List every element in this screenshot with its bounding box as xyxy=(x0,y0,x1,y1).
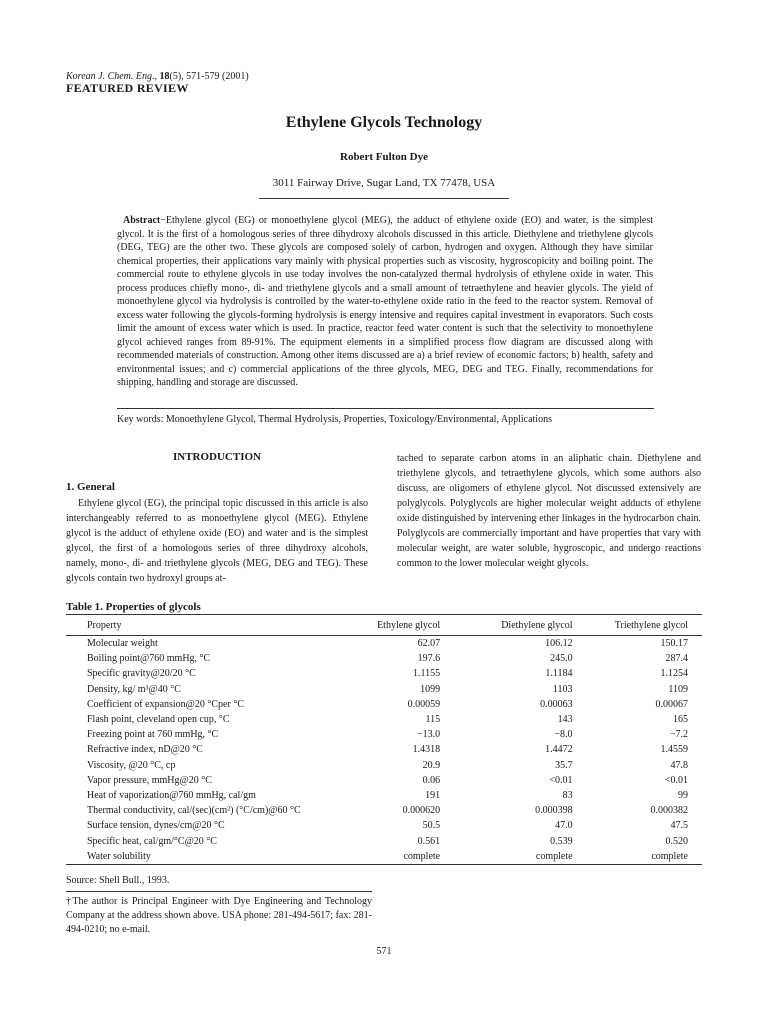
author-footnote: †The author is Principal Engineer with Dye Engineering and Technology Company at the address shown above. USA phone: 281-494-5617; fax: 281-494-0210; no e-mail. xyxy=(66,896,372,935)
table-row xyxy=(66,636,702,652)
cell-ethylene-glycol: 1.1155 xyxy=(412,668,441,680)
intro-paragraph-left: Ethylene glycol (EG), the principal topic discussed in this article is also interchangeably referred to as monoethylene glycol (MEG). Ethylene glycol is the adduct of ethylene oxide (EO) and water and is the simplest glycol, the first of a homologous series of three dihydroxy alcohols, namely, mono-, di- and triethylene glycols (MEG, DEG and TEG). These glycols contain two hydroxyl groups at- xyxy=(66,498,368,584)
journal-volume: 18 xyxy=(159,71,170,82)
cell-triethylene-glycol: 1109 xyxy=(668,683,688,695)
cell-ethylene-glycol: 20.9 xyxy=(422,759,441,771)
table-row xyxy=(66,651,702,666)
abstract-label: Abstract xyxy=(123,215,161,226)
cell-diethylene-glycol: 106.12 xyxy=(545,638,573,650)
cell-triethylene-glycol: 1.1254 xyxy=(660,668,688,680)
cell-property: Density, kg/ m³@40 °C xyxy=(87,683,181,695)
cell-property: Freezing point at 760 mmHg, °C xyxy=(87,729,219,741)
cell-diethylene-glycol: 0.000398 xyxy=(535,805,573,817)
table-row xyxy=(66,818,702,833)
column-header-triethylene-glycol: Triethylene glycol xyxy=(573,615,702,636)
cell-property: Surface tension, dynes/cm@20 °C xyxy=(87,820,225,832)
table-source: Source: Shell Bull., 1993. xyxy=(66,875,170,886)
cell-triethylene-glycol: 47.5 xyxy=(670,820,688,832)
table-header-row xyxy=(66,615,702,636)
cell-property: Boiling point@760 mmHg, °C xyxy=(87,653,211,665)
cell-triethylene-glycol: 287.4 xyxy=(665,653,688,665)
cell-diethylene-glycol: complete xyxy=(440,849,572,865)
cell-diethylene-glycol: −8.0 xyxy=(554,729,573,741)
cell-ethylene-glycol: 197.6 xyxy=(417,653,441,665)
cell-triethylene-glycol: 0.520 xyxy=(665,835,688,847)
cell-diethylene-glycol: 1.1184 xyxy=(545,668,573,680)
keywords: Key words: Monoethylene Glycol, Thermal Hydrolysis, Properties, Toxicology/Environmental, Applications xyxy=(117,414,552,425)
table-row xyxy=(66,712,702,727)
table-row xyxy=(66,833,702,848)
introduction-heading: INTRODUCTION xyxy=(172,451,261,463)
cell-triethylene-glycol: 0.00067 xyxy=(655,698,688,710)
cell-ethylene-glycol: 191 xyxy=(425,789,441,801)
cell-property: Viscosity, @20 °C, cp xyxy=(87,759,176,771)
cell-ethylene-glycol: 0.06 xyxy=(422,774,441,786)
section-label: FEATURED REVIEW xyxy=(66,81,189,95)
cell-triethylene-glycol: 47.8 xyxy=(670,759,688,771)
cell-diethylene-glycol: 0.539 xyxy=(550,835,573,847)
table-row xyxy=(66,666,702,681)
journal-name: Korean J. Chem. Eng. xyxy=(66,71,155,82)
cell-ethylene-glycol: 115 xyxy=(425,714,441,726)
journal-issue-pages: (5), 571-579 (2001) xyxy=(169,71,249,82)
cell-triethylene-glycol: −7.2 xyxy=(669,729,688,741)
cell-triethylene-glycol: 1.4559 xyxy=(660,744,688,756)
cell-triethylene-glycol: 150.17 xyxy=(660,638,688,650)
author-address: 3011 Fairway Drive, Sugar Land, TX 77478, USA xyxy=(272,177,496,189)
table-row xyxy=(66,682,702,697)
table-row xyxy=(66,727,702,742)
cell-triethylene-glycol: 99 xyxy=(678,789,688,801)
cell-property: Flash point, cleveland open cup, °C xyxy=(87,714,230,726)
abstract-divider xyxy=(117,408,654,409)
cell-ethylene-glycol: 0.00059 xyxy=(407,698,441,710)
journal-citation: Korean J. Chem. Eng., 18(5), 571-579 (2001) xyxy=(66,71,249,82)
cell-triethylene-glycol: complete xyxy=(573,849,702,865)
column-header-diethylene-glycol: Diethylene glycol xyxy=(440,615,572,636)
table-title: Table 1. Properties of glycols xyxy=(66,601,201,613)
cell-triethylene-glycol: <0.01 xyxy=(664,774,688,786)
table-row xyxy=(66,773,702,788)
cell-property: Specific gravity@20/20 °C xyxy=(87,668,196,680)
table-row xyxy=(66,758,702,773)
cell-property: Specific heat, cal/gm/°C@20 °C xyxy=(87,835,217,847)
table-row xyxy=(66,697,702,712)
cell-triethylene-glycol: 0.000382 xyxy=(650,805,688,817)
cell-diethylene-glycol: 47.0 xyxy=(555,820,573,832)
cell-triethylene-glycol: 165 xyxy=(673,714,688,726)
cell-property: Vapor pressure, mmHg@20 °C xyxy=(87,774,212,786)
cell-diethylene-glycol: 245.0 xyxy=(550,653,573,665)
cell-diethylene-glycol: 1.4472 xyxy=(545,744,573,756)
footnote-divider xyxy=(66,891,372,892)
article-title: Ethylene Glycols Technology xyxy=(285,114,483,131)
cell-diethylene-glycol: 35.7 xyxy=(555,759,573,771)
cell-diethylene-glycol: 143 xyxy=(557,714,573,726)
page-number: 571 xyxy=(376,946,392,957)
cell-ethylene-glycol: 1099 xyxy=(420,683,441,695)
intro-paragraph-right: tached to separate carbon atoms in an aliphatic chain. Diethylene and triethylene glycols, and tetraethylene glycols, which some authors also discuss, are oligomers of ethylene glycol. Not discussed extensively are polyglycols. Polyglycols are higher molecular weight adducts of ethylene oxide distinguished by intervening ether linkages in the hydrocarbon chain. Polyglycols are commercially important and have properties that vary with molecular weight, are water soluble, hygroscopic, and undergo reactions common to the lower molecular weight glycols. xyxy=(397,453,701,569)
cell-property: Heat of vaporization@760 mmHg, cal/gm xyxy=(87,789,256,801)
abstract xyxy=(117,214,653,390)
table-row xyxy=(66,803,702,818)
cell-ethylene-glycol: 0.561 xyxy=(417,835,441,847)
cell-property: Refractive index, nD@20 °C xyxy=(87,744,203,756)
cell-diethylene-glycol: <0.01 xyxy=(549,774,573,786)
table-row xyxy=(66,849,702,865)
cell-property: Water solubility xyxy=(66,849,349,865)
cell-ethylene-glycol: 50.5 xyxy=(422,820,441,832)
general-subheading: 1. General xyxy=(66,481,115,493)
cell-property: Thermal conductivity, cal/(sec)(cm²) (°C/cm)@60 °C xyxy=(87,805,301,817)
cell-property: Coefficient of expansion@20 °Cper °C xyxy=(87,698,244,710)
table-row xyxy=(66,788,702,803)
table-body xyxy=(66,636,702,865)
address-divider xyxy=(259,198,509,199)
cell-ethylene-glycol: 62.07 xyxy=(417,638,441,650)
column-header-property: Property xyxy=(66,615,349,636)
abstract-text: −Ethylene glycol (EG) or monoethylene glycol (MEG), the adduct of ethylene oxide (EO) and water, is the simplest glycol. It is the first of a homologous series of three dihydroxy alcohols discussed in this article. Diethylene and triethylene glycols (DEG, TEG) are the other two. These glycols are composed solely of carbon, hydrogen and oxygen. Although they have similar chemical properties, their applications vary mainly with physical properties such as viscosity, hygroscopicity and boiling point. The commercial route to ethylene glycols in use today involves the non-catalyzed thermal hydrolysis of ethylene oxide in water. This process produces chiefly mono-, di- and triethylene glycols and a small amount of tetraethylene and heavier glycols. The yield of monoethylene glycol via hydrolysis is controlled by the water-to-ethylene oxide ratio in the feed to the reactor system. Removal of excess water following the glycols-forming hydrolysis is energy intensive and requires capital investment in evaporators. Such costs limit the amount of excess water which is used. In practice, reactor feed water content is such that the selectivity to monoethylene glycol achieved ranges from 89-91%. The equipment elements in a simplified process flow diagram are discussed along with recommended materials of construction. Among other items discussed are a) a brief review of economic factors; b) health, safety and environmental issues; and c) commercial applications of the three glycols, MEG, DEG and TEG. Finally, recommendations for shipping, handling and storage are discussed. xyxy=(117,215,653,388)
cell-diethylene-glycol: 0.00063 xyxy=(540,698,573,710)
cell-diethylene-glycol: 1103 xyxy=(552,683,573,695)
cell-ethylene-glycol: complete xyxy=(349,849,440,865)
author-name: Robert Fulton Dye xyxy=(340,151,428,163)
cell-property: Molecular weight xyxy=(87,638,158,650)
cell-ethylene-glycol: 1.4318 xyxy=(412,744,441,756)
cell-ethylene-glycol: −13.0 xyxy=(416,729,441,741)
column-header-ethylene-glycol: Ethylene glycol xyxy=(349,615,440,636)
cell-diethylene-glycol: 83 xyxy=(562,789,573,801)
table-row xyxy=(66,742,702,757)
cell-ethylene-glycol: 0.000620 xyxy=(402,805,441,817)
properties-table xyxy=(66,614,702,865)
